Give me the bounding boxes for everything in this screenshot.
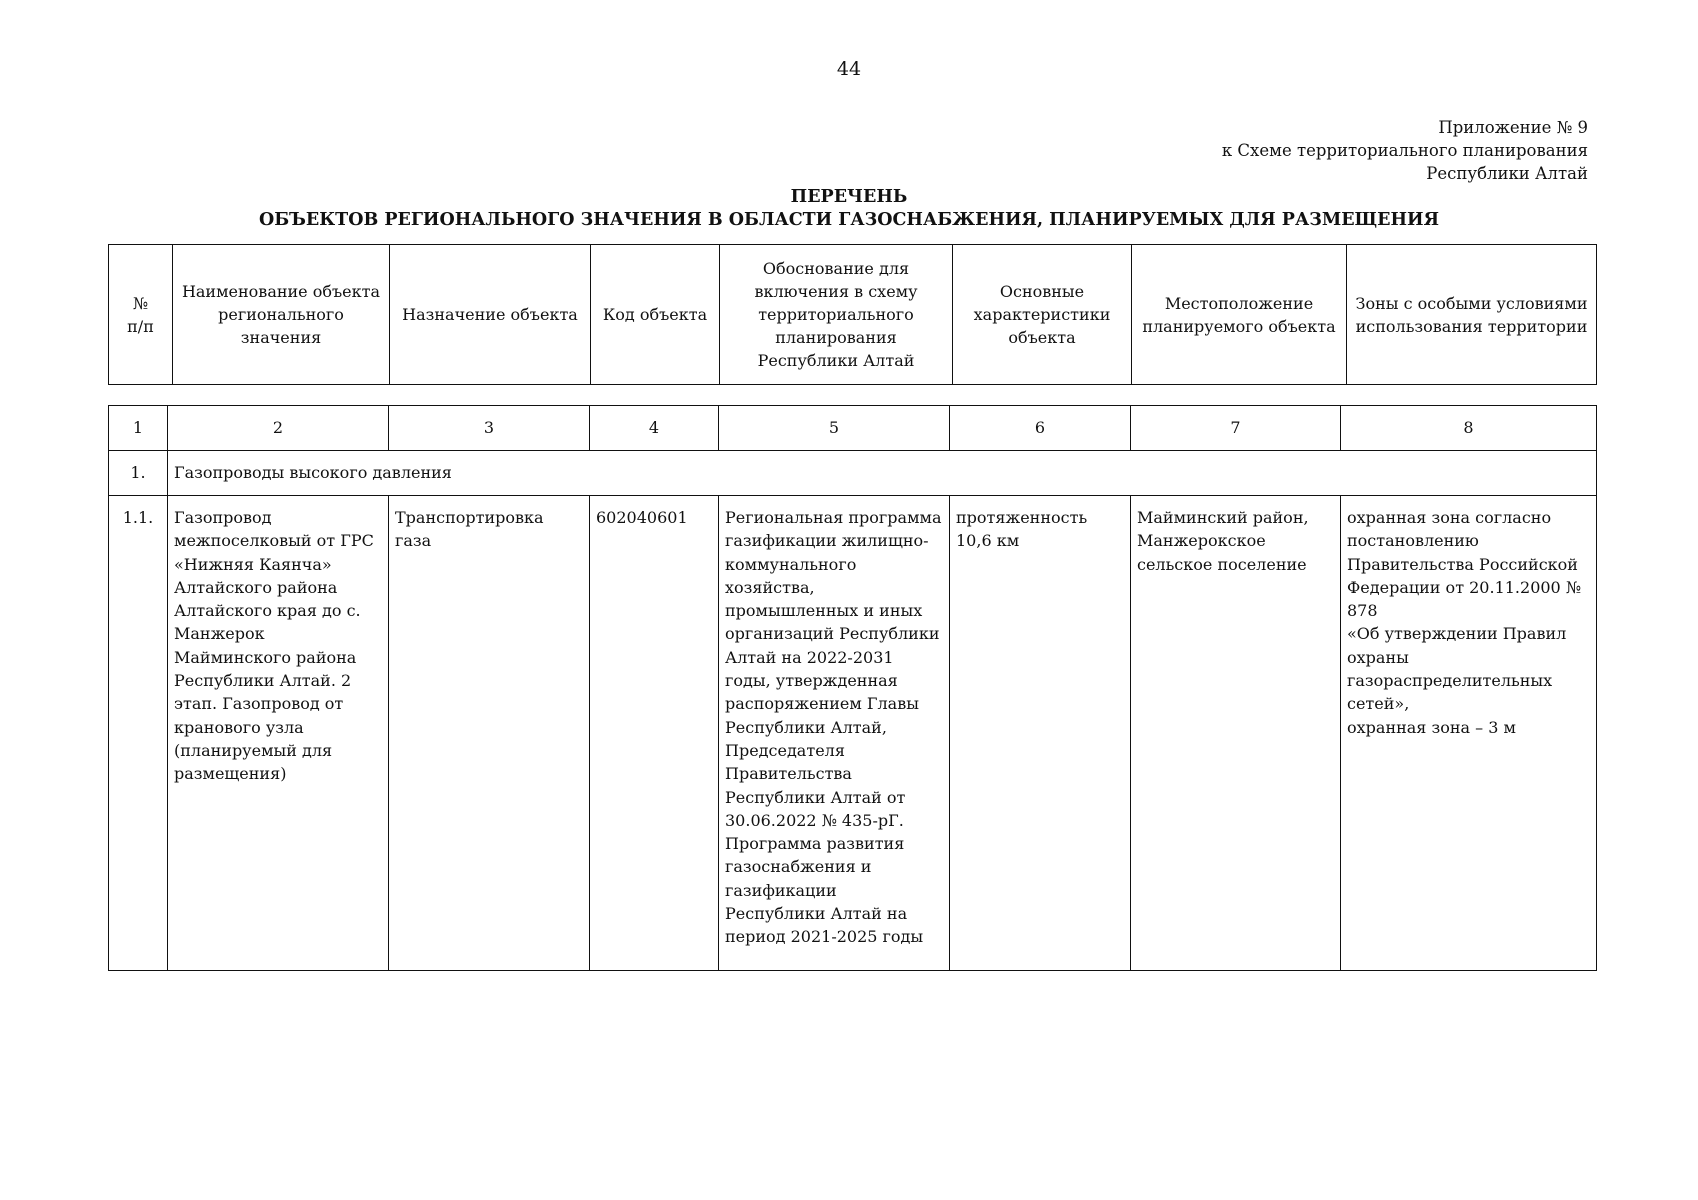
column-number: 4 (590, 406, 719, 451)
appendix-line-2: к Схеме территориального планирования (1221, 141, 1588, 160)
header-col-location: Местоположение планируемого объекта (1132, 245, 1347, 385)
page-number: 44 (836, 58, 862, 80)
column-number: 5 (719, 406, 950, 451)
object-characteristics: протяженность 10,6 км (950, 496, 1131, 971)
header-col-code: Код объекта (591, 245, 720, 385)
column-number: 3 (389, 406, 590, 451)
column-number-row (109, 406, 1597, 451)
header-col-number: № п/п (109, 245, 173, 385)
column-number: 6 (950, 406, 1131, 451)
column-number: 7 (1131, 406, 1341, 451)
object-code: 602040601 (590, 496, 719, 971)
table-row (109, 496, 1597, 971)
group-name: Газопроводы высокого давления (168, 451, 1597, 496)
header-col-characteristics: Основные характеристики объекта (953, 245, 1132, 385)
appendix-note (1222, 116, 1588, 185)
header-col-purpose: Назначение объекта (390, 245, 591, 385)
table-body (108, 405, 1597, 971)
title-line-2: ОБЪЕКТОВ РЕГИОНАЛЬНОГО ЗНАЧЕНИЯ В ОБЛАСТИ ГАЗОСНАБЖЕНИЯ, ПЛАНИРУЕМЫХ ДЛЯ РАЗМЕЩЕНИЯ (258, 210, 1440, 230)
document-title (0, 186, 1698, 232)
object-location: Майминский район, Манжерокское сельское поселение (1131, 496, 1341, 971)
header-col-zones: Зоны с особыми условиями использования территории (1347, 245, 1597, 385)
header-col-justification: Обоснование для включения в схему территориального планирования Республики Алтай (720, 245, 953, 385)
header-col-name: Наименование объекта регионального значения (173, 245, 390, 385)
group-number: 1. (109, 451, 168, 496)
column-number: 8 (1341, 406, 1597, 451)
column-number: 1 (109, 406, 168, 451)
object-purpose: Транспортировка газа (389, 496, 590, 971)
title-line-1: ПЕРЕЧЕНЬ (790, 187, 908, 207)
appendix-line-3: Республики Алтай (1426, 164, 1588, 183)
object-justification: Региональная программа газификации жилищно- коммунального хозяйства, промышленных и иных организаций Республики Алтай на 2022-2031 годы, утвержденная распоряжением Главы Республики Алтай, Председателя Правительства Республики Алтай от 30.06.2022 № 435-рГ. Программа развития газоснабжения и газификации Республики Алтай на период 2021-2025 годы (719, 496, 950, 971)
object-name: Газопровод межпоселковый от ГРС «Нижняя Каянча» Алтайского района Алтайского края до с. Манжерок Майминского района Республики Алтай. 2 этап. Газопровод от кранового узла (планируемый для размещения) (168, 496, 389, 971)
column-number: 2 (168, 406, 389, 451)
table-header (108, 244, 1597, 385)
row-number: 1.1. (109, 496, 168, 971)
appendix-line-1: Приложение № 9 (1438, 118, 1588, 137)
object-zones: охранная зона согласно постановлению Правительства Российской Федерации от 20.11.2000 № 878 «Об утверждении Правил охраны газораспределительных сетей», охранная зона – 3 м (1341, 496, 1597, 971)
group-row (109, 451, 1597, 496)
